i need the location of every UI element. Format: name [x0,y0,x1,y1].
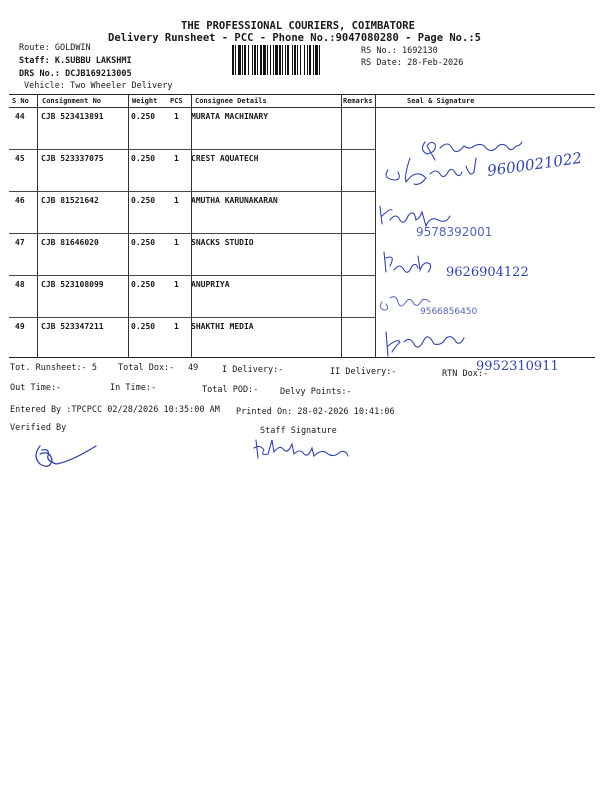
tot-runsheet: Tot. Runsheet:- 5 [10,363,97,373]
cell-consignment: CJB 523337075 [41,154,104,163]
verifier-signature-icon [28,436,108,470]
cell-sno: 44 [15,112,25,121]
cell-sno: 45 [15,154,25,163]
staff-value: K.SUBBU LAKSHMI [54,56,132,66]
total-pod: Total POD:- [202,385,259,395]
drs-value: DCJB169213005 [65,69,132,79]
cell-consignee: SNACKS STUDIO [191,238,254,247]
runsheet-title: Delivery Runsheet - PCC - Phone No.:9047080280 - Page No.:5 [108,32,481,44]
cell-sno: 47 [15,238,25,247]
cell-consignee: AMUTHA KARUNAKARAN [191,196,278,205]
cell-weight: 0.250 [131,112,156,121]
col-remarks: Remarks [343,97,373,105]
cell-weight: 0.250 [131,280,156,289]
cell-pcs: 1 [174,322,179,331]
cell-sno: 46 [15,196,25,205]
cell-pcs: 1 [174,238,179,247]
drs-label: DRS No.: [19,69,60,79]
entered-by: Entered By :TPCPCC 02/28/2026 10:35:00 AM [10,405,220,415]
cell-weight: 0.250 [131,322,156,331]
delvy-points: Delvy Points:- [280,387,352,397]
hw-phone-48: 9566856450 [420,307,478,317]
cell-pcs: 1 [174,112,179,121]
in-time: In Time:- [110,383,157,393]
hw-phone-46: 9578392001 [416,225,493,239]
cell-consignment: CJB 81646020 [41,238,99,247]
col-consignee: Consignee Details [195,97,267,105]
hw-phone-45: 9600021022 [486,148,584,180]
cell-consignment: CJB 523108099 [41,280,104,289]
cell-sno: 49 [15,322,25,331]
cell-consignment: CJB 523347211 [41,322,104,331]
route-line [19,43,91,53]
rs-date-value: 28-Feb-2026 [407,58,464,68]
staff-line [19,56,132,66]
staff-signature-icon [250,432,370,462]
cell-weight: 0.250 [131,238,156,247]
cell-pcs: 1 [174,196,179,205]
rtn-dox: RTN Dox:- [442,369,489,379]
total-dox-label: Total Dox:- [118,363,175,373]
drs-line [19,69,132,79]
rs-date-line [361,58,463,68]
verified-by: Verified By [10,423,67,433]
rs-no-line [361,46,438,56]
cell-consignee: CREST AQUATECH [191,154,259,163]
rs-date-label: RS Date: [361,58,402,68]
col-pcs: PCS [170,97,183,105]
cell-pcs: 1 [174,280,179,289]
staff-label: Staff: [19,56,50,66]
vehicle-line [24,81,172,91]
route-label: Route: [19,43,50,53]
hw-phone-47: 9626904122 [446,265,529,280]
i-delivery: I Delivery:- [222,365,284,375]
vehicle-value: Two Wheeler Delivery [70,81,173,91]
total-dox-value: 49 [188,363,199,373]
cell-weight: 0.250 [131,196,156,205]
col-weight: Weight [132,97,158,105]
printed-on: Printed On: 28-02-2026 10:41:06 [236,407,395,417]
cell-consignment: CJB 523413891 [41,112,104,121]
cell-consignment: CJB 81521642 [41,196,99,205]
vehicle-label: Vehicle: [24,81,65,91]
cell-pcs: 1 [174,154,179,163]
cell-consignee: ANUPRIYA [191,280,230,289]
hw-phone-49: 9952310911 [476,359,559,374]
ii-delivery: II Delivery:- [330,367,397,377]
col-seal-signature: Seal & Signature [407,97,475,105]
company-name: THE PROFESSIONAL COURIERS, COIMBATORE [181,20,415,32]
rs-no-label: RS No.: [361,46,397,56]
out-time: Out Time:- [10,383,62,393]
col-sno: S No [12,97,29,105]
barcode-icon [232,45,358,75]
cell-weight: 0.250 [131,154,156,163]
staff-signature-label: Staff Signature [260,426,337,436]
route-value: GOLDWIN [54,43,91,53]
col-consignment: Consignment No [42,97,102,105]
cell-consignee: MURATA MACHINARY [191,112,269,121]
rs-no-value: 1692130 [401,46,438,56]
cell-sno: 48 [15,280,25,289]
cell-consignee: SHAKTHI MEDIA [191,322,254,331]
